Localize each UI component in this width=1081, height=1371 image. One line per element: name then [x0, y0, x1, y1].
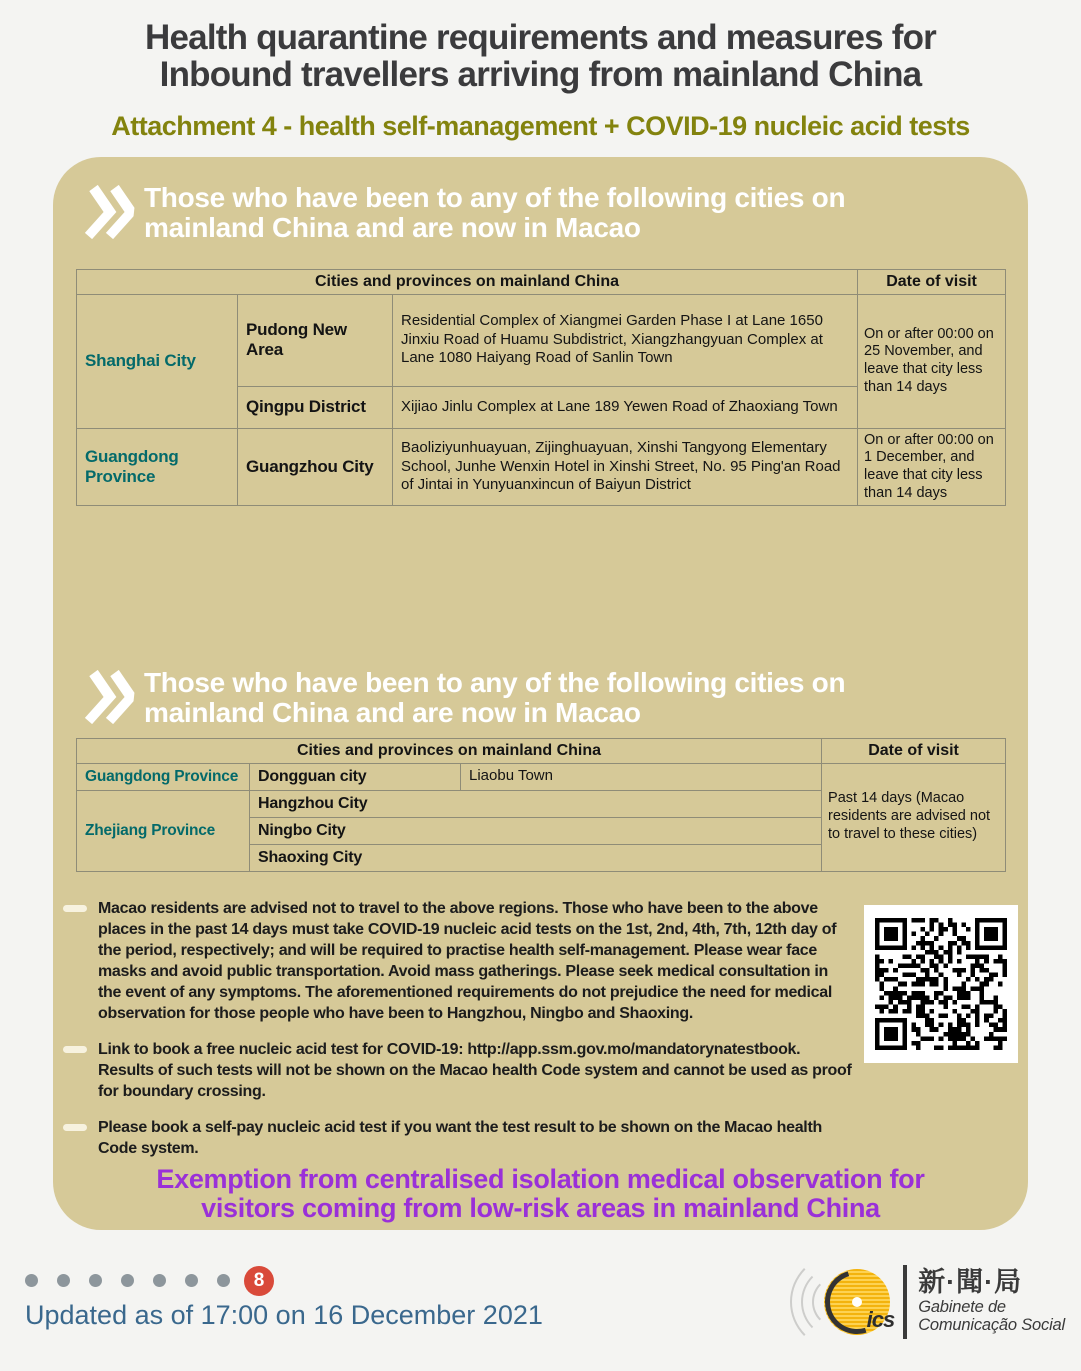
- table-header-row: [77, 738, 1006, 763]
- heading-line: Those who have been to any of the following cities on: [144, 666, 846, 698]
- page-dot: [25, 1274, 38, 1287]
- qr-code: [864, 905, 1018, 1063]
- updated-timestamp: Updated as of 17:00 on 16 December 2021: [25, 1299, 543, 1330]
- double-chevron-icon: [84, 185, 137, 239]
- note-text: Link to book a free nucleic acid test for COVID-19: http://app.ssm.gov.mo/mandatorynatestbook. Results of such tests will not be shown on the Macao health Code system and cannot be used as proof for boundary crossing.: [98, 1040, 852, 1100]
- city-cell-guangzhou: Guangzhou City: [238, 428, 393, 506]
- table2-header-main: Cities and provinces on mainland China: [77, 738, 822, 763]
- page-title-line2: Inbound travellers arriving from mainland China: [159, 54, 922, 94]
- exemption-line: Exemption from centralised isolation medical observation for: [156, 1163, 925, 1194]
- date-cell-note: Past 14 days (Macao residents are advised not to travel to these cities): [822, 763, 1006, 871]
- city-cell-dongguan: Dongguan city: [250, 763, 461, 790]
- table-row: [77, 763, 1006, 790]
- footer: [0, 1256, 1081, 1356]
- detail-cell-pudong: Residential Complex of Xiangmei Garden Phase I at Lane 1650 Jinxiu Road of Huamu Subdistrict, Xiangzhangyuan Complex at Lane 1080 Haiyang Road of Sanlin Town: [393, 294, 858, 386]
- detail-cell-qingpu: Xijiao Jinlu Complex at Lane 189 Yewen Road of Zhaoxiang Town: [393, 386, 858, 428]
- date-cell-guangzhou: On or after 00:00 on 1 December, and leave that city less than 14 days: [858, 428, 1006, 506]
- table-header-row: [77, 269, 1006, 294]
- city-cell-qingpu: Qingpu District: [238, 386, 393, 428]
- logo-pt-text: [918, 1298, 1065, 1335]
- page-dot: [185, 1274, 198, 1287]
- note-text: Please book a self-pay nucleic acid test if you want the test result to be shown on the Macao health Code system.: [98, 1118, 822, 1157]
- logo-cn-text: 新·聞·局: [918, 1267, 1023, 1298]
- page-number-badge: 8: [244, 1266, 274, 1296]
- heading-line: Those who have been to any of the following cities on: [144, 181, 846, 213]
- page-dot: [89, 1274, 102, 1287]
- section-1-heading: [87, 183, 845, 245]
- section-2-heading: [87, 668, 845, 730]
- table2-header-date: Date of visit: [822, 738, 1006, 763]
- section-1-heading-text: [144, 183, 845, 245]
- pagination-dots: [25, 1266, 274, 1296]
- province-cell-guangdong: Guangdong Province: [77, 763, 250, 790]
- logo-disc-text: ics: [866, 1306, 895, 1332]
- gcs-logo: [786, 1260, 1065, 1344]
- cities-table-2: [76, 738, 1006, 872]
- province-cell-zhejiang: Zhejiang Province: [77, 790, 250, 871]
- page-dot: [217, 1274, 230, 1287]
- note-item: [63, 1117, 853, 1159]
- cities-table-1: [76, 269, 1006, 507]
- logo-divider: [903, 1265, 907, 1339]
- logo-pt-line1: Gabinete de: [918, 1297, 1006, 1316]
- page-title: [0, 20, 1081, 94]
- heading-line: mainland China and are now in Macao: [144, 697, 641, 729]
- page-dot: [121, 1274, 134, 1287]
- page-dot: [153, 1274, 166, 1287]
- city-cell-shaoxing: Shaoxing City: [250, 844, 822, 871]
- province-cell-shanghai: Shanghai City: [77, 294, 238, 428]
- exemption-note: [53, 1165, 1028, 1224]
- info-card: [53, 157, 1028, 1230]
- detail-cell-liaobu: Liaobu Town: [461, 763, 822, 790]
- logo-disc-icon: [824, 1269, 895, 1335]
- note-item: [63, 1039, 853, 1102]
- city-cell-hangzhou: Hangzhou City: [250, 790, 822, 817]
- table-row: [77, 428, 1006, 506]
- table1-header-date: Date of visit: [858, 269, 1006, 294]
- table-row: [77, 294, 1006, 386]
- heading-line: mainland China and are now in Macao: [144, 212, 641, 244]
- page-dot: [57, 1274, 70, 1287]
- exemption-line: visitors coming from low-risk areas in mainland China: [201, 1193, 880, 1224]
- section-2-heading-text: [144, 668, 845, 730]
- dash-icon: [63, 1124, 87, 1131]
- city-cell-pudong: Pudong New Area: [238, 294, 393, 386]
- date-cell-shanghai: On or after 00:00 on 25 November, and leave that city less than 14 days: [858, 294, 1006, 428]
- detail-cell-guangzhou: Baoliziyunhuayuan, Zijinghuayuan, Xinshi Tangyong Elementary School, Junhe Wenxin Hotel in Xinshi Street, No. 95 Ping'an Road of Jintai in Yunyuanxincun of Baiyun District: [393, 428, 858, 506]
- province-cell-guangdong: Guangdong Province: [77, 428, 238, 506]
- table1-header-main: Cities and provinces on mainland China: [77, 269, 858, 294]
- page-subtitle: Attachment 4 - health self-management + COVID-19 nucleic acid tests: [111, 110, 970, 141]
- double-chevron-icon: [84, 670, 137, 724]
- dash-icon: [63, 905, 87, 912]
- city-cell-ningbo: Ningbo City: [250, 817, 822, 844]
- notes-list: [63, 898, 853, 1174]
- dash-icon: [63, 1046, 87, 1053]
- note-item: [63, 898, 853, 1024]
- note-text: Macao residents are advised not to travel to the above regions. Those who have been to the above places in the past 14 days must take COVID-19 nucleic acid tests on the 1st, 2nd, 4th, 7th, 12th day of the period, respectively; and will be required to practise health self-management. Please wear face masks and avoid public transportation. Avoid mass gatherings. Please seek medical consultation in the event of any symptoms. The aforementioned requirements do not prejudice the need for medical observation for those people who have been to Hangzhou, Ningbo and Shaoxing.: [98, 899, 837, 1022]
- logo-pt-line2: Comunicação Social: [918, 1316, 1065, 1335]
- logo-text-block: [918, 1268, 1065, 1335]
- page-title-line1: Health quarantine requirements and measures for: [145, 18, 936, 57]
